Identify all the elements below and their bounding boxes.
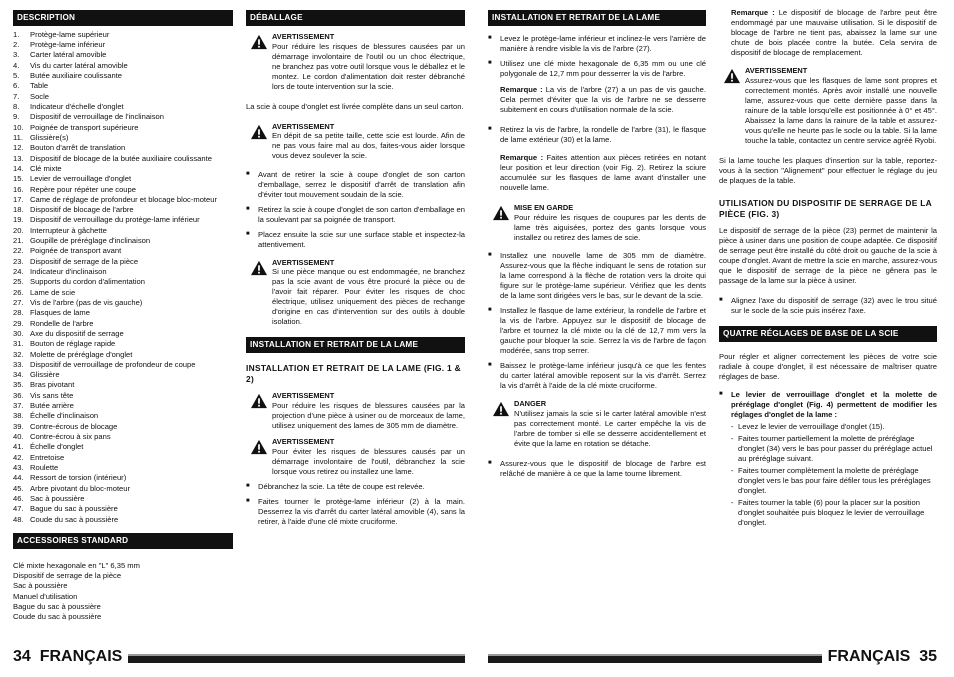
parts-list-item: 3. Carter latéral amovible: [13, 50, 107, 60]
install-bullet-1: ■ Débranchez la scie. La tête de coupe est relevée.: [246, 482, 425, 492]
four-settings-bullet: ■ Le levier de verrouillage d'onglet et la molette de préréglage d'onglet (Fig. 4) permettent de modifier les réglages d'onglet de la lame :: [719, 390, 937, 420]
unpacking-warning-2: AVERTISSEMENT En dépit de sa petite taille, cette scie est lourde. Afin de ne pas vous faire mal au dos, faites-vous aider lorsque vous devez soulever la scie.: [246, 122, 465, 162]
danger-block: DANGER N'utilisez jamais la scie si le carter latéral amovible n'est pas correctement monté. Le carter empêche la vis de l'arbre de tomber si elle se desserre accidentellement et évite que la lame en rotation se détache.: [488, 399, 706, 449]
parts-list-item: 14. Clé mixte: [13, 163, 62, 173]
accessories-heading: ACCESSOIRES STANDARD: [13, 533, 233, 549]
parts-list-item: 6. Table: [13, 81, 49, 91]
parts-list-item: 30. Axe du dispositif de serrage: [13, 328, 124, 338]
unpacking-bullet-2: ■ Retirez la scie à coupe d'onglet de son carton d'emballage en la soulevant par sa poignée de transport.: [246, 204, 465, 224]
parts-list-item: 8. Indicateur d'échelle d'onglet: [13, 102, 124, 112]
parts-list-item: 19. Dispositif de verrouillage du protège-lame inférieur: [13, 215, 200, 225]
parts-list-item: 25. Supports du cordon d'alimentation: [13, 277, 146, 287]
column-2: [246, 10, 465, 527]
four-settings-heading: QUATRE RÉGLAGES DE BASE DE LA SCIE: [719, 326, 937, 342]
parts-list-item: 18. Dispositif de blocage de l'arbre: [13, 205, 134, 215]
warning-icon: [250, 260, 268, 276]
unpacking-bullet-3: ■ Placez ensuite la scie sur une surface stable et inspectez-la attentivement.: [246, 229, 465, 249]
warning-icon: [250, 439, 268, 455]
parts-list-item: 11. Glissière(s): [13, 132, 69, 142]
accessory-item: Bague du sac à poussière: [13, 601, 101, 611]
column-3: [488, 10, 706, 479]
parts-list-item: 20. Interrupteur à gâchette: [13, 225, 107, 235]
remark-2: Remarque : Faites attention aux pièces retirées en notant leur position et leur direction (voir Fig. 2). Retirez la sciure accumulée sur les flasques de lame avant d'installer une nouvelle lame.: [500, 152, 707, 193]
clamp-text: Le dispositif de serrage de la pièce (23) permet de maintenir la pièce à usiner dans une position de coupe adaptée. Ce dispositif de serrage peut être installé du côté droit ou gauche de la scie à coupe d'onglet. Avant de mettre la scie en marche, assurez-vous que le dispositif de serrage de la pièce ne gênera pas le passage de la lame sur la pièce à usiner.: [719, 226, 937, 286]
warning-icon: [250, 124, 268, 140]
install-cont-bullet-3: ■ Retirez la vis de l'arbre, la rondelle de l'arbre (31), le flasque de lame extérieur (30) et la lame.: [488, 124, 706, 144]
parts-list: [13, 30, 233, 525]
parts-list-item: 24. Indicateur d'inclinaison: [13, 267, 107, 277]
install-bullet-2: ■ Faites tourner le protège-lame inférieur (2) à la main. Desserrez la vis d'arrêt du carter latéral amovible (4), sans la retirer, à l'aide d'une clé mixte cruciforme.: [246, 497, 465, 527]
parts-list-item: 47. Bague du sac à poussière: [13, 504, 118, 514]
step-3: - Faites tourner complètement la molette de préréglage d'onglet vers le bas pour faire défiler tous les préréglages d'onglet.: [731, 466, 931, 496]
parts-list-item: 9. Dispositif de verrouillage de l'inclinaison: [13, 112, 164, 122]
warning-icon: [492, 401, 510, 417]
unpacking-bullet-1: ■ Avant de retirer la scie à coupe d'onglet de son carton d'emballage, serrez le dispositif d'arrêt de translation afin d'éviter tout mouvement soudain de la scie.: [246, 169, 465, 199]
warning-icon: [492, 205, 510, 221]
clamp-bullet: ■ Alignez l'axe du dispositif de serrage (32) avec le trou situé sur le socle de la scie puis insérez l'axe.: [719, 296, 937, 316]
install-cont-bullet-1: ■ Levez le protège-lame inférieur et inclinez-le vers l'arrière de manière à rendre visible la vis de l'arbre (27).: [488, 33, 706, 53]
remark-1: Remarque : La vis de l'arbre (27) a un pas de vis gauche. Cela permet d'éviter que la vis de l'arbre ne se desserre subitement en cours d'utilisation normale de la scie.: [500, 84, 706, 114]
left-footer: [13, 648, 465, 666]
parts-list-item: 10. Poignée de transport supérieure: [13, 122, 139, 132]
step-2: - Faites tourner partiellement la molette de préréglage d'onglet (34) vers le bas pour passer du préréglage actuel au préréglage suivant.: [731, 434, 933, 464]
unpacking-heading: DÉBALLAGE: [246, 10, 465, 26]
parts-list-item: 21. Goupille de préréglage d'inclinaison: [13, 236, 151, 246]
parts-list-item: 38. Échelle d'inclinaison: [13, 411, 99, 421]
parts-list-item: 34. Glissière: [13, 370, 60, 380]
unpacking-warning-1: AVERTISSEMENT Pour réduire les risques de blessures causées par un démarrage involontaire de l'outil ou un choc électrique, ne branchez pas votre outil lorsque vous le déballez et le montez. Le cordon d'alimentation doit rester débranché lors de toute intervention sur la scie.: [246, 32, 465, 92]
parts-list-item: 46. Sac à poussière: [13, 493, 85, 503]
warning-icon: [250, 393, 268, 409]
install-cont-bullet-7: ■ Assurez-vous que le dispositif de blocage de l'arbre est relâché de manière à ce que la lame tourne librement.: [488, 458, 706, 478]
parts-list-item: 45. Arbre pivotant du bloc-moteur: [13, 483, 131, 493]
accessory-item: Manuel d'utilisation: [13, 591, 78, 601]
parts-list-item: 27. Vis de l'arbre (pas de vis gauche): [13, 297, 143, 307]
parts-list-item: 7. Socle: [13, 91, 49, 101]
accessories-list: [13, 561, 233, 623]
column-4: [719, 8, 937, 528]
parts-list-item: 32. Molette de préréglage d'onglet: [13, 349, 133, 359]
parts-list-item: 23. Dispositif de serrage de la pièce: [13, 256, 139, 266]
accessory-item: Coude du sac à poussière: [13, 612, 102, 622]
install-cont-bullet-4: ■ Installez une nouvelle lame de 305 mm de diamètre. Assurez-vous que la flèche indiquant le sens de rotation sur la lame correspond à la flèche de rotation vers la droite qui figure sur le protège-lame supérieur. Vérifiez que les dents de la lame sont dirigées vers le bas, sur le devant de la scie.: [488, 250, 706, 300]
footer-bar-left: [128, 654, 465, 663]
unpacking-intro: La scie à coupe d'onglet est livrée complète dans un seul carton.: [246, 101, 464, 111]
install-cont-bullet-5: ■ Installez le flasque de lame extérieur, la rondelle de l'arbre et la vis de l'arbre. Appuyez sur le dispositif de blocage de l'arbre et tournez la clé mixte ou la clé de 12,7 mm vers la gauche pour bloquer la scie. Serrez la vis de l'arbre de façon modérée, sans trop serrer.: [488, 305, 706, 355]
warning-icon: [723, 68, 741, 84]
parts-list-item: 35. Bras pivotant: [13, 380, 75, 390]
install-cont-bullet-2: ■ Utilisez une clé mixte hexagonale de 6,35 mm ou une clé polygonale de 12,7 mm pour desserrer la vis de l'arbre.: [488, 58, 706, 78]
parts-list-item: 13. Dispositif de blocage de la butée auxiliaire coulissante: [13, 153, 212, 163]
four-settings-intro: Pour régler et aligner correctement les pièces de votre scie radiale à coupe d'onglet, il est nécessaire de maîtriser quatre réglages de base.: [719, 352, 937, 382]
plate-text: Si la lame touche les plaques d'insertion sur la table, reportez-vous à la section "Alignement" pour effectuer le réglage du jeu de plaques de la table.: [719, 155, 937, 185]
footer-bar-right: [488, 654, 822, 663]
parts-list-item: 41. Échelle d'onglet: [13, 442, 84, 452]
step-4: - Faites tourner la table (6) pour la placer sur la position d'onglet souhaitée puis bloquez le levier de verrouillage d'onglet.: [731, 498, 925, 528]
parts-list-item: 4. Vis du carter latéral amovible: [13, 60, 128, 70]
unpacking-warning-3: AVERTISSEMENT Si une pièce manque ou est endommagée, ne branchez pas la scie avant de vous être procuré la pièce ou de l'avoir fait réparer. Pour éviter les risques de choc électrique, utilisez uniquement des pièces de rechange d'origine en cas d'intervention sur des outils à double isolation.: [246, 258, 465, 328]
caution-block: MISE EN GARDE Pour réduire les risques de coupures par les dents de lame très aiguisées, portez des gants lorsque vous installez ou retirez des lames de scie.: [488, 203, 706, 243]
page-number-left: 34 FRANÇAIS: [13, 648, 128, 666]
parts-list-item: 12. Bouton d'arrêt de translation: [13, 143, 126, 153]
install-warning-2: AVERTISSEMENT Pour éviter les risques de blessures causés par un démarrage involontaire de l'outil, débranchez la scie lorsque vous retirez ou installez une lame.: [246, 437, 465, 477]
parts-list-item: 31. Bouton de réglage rapide: [13, 339, 116, 349]
accessory-item: Dispositif de serrage de la pièce: [13, 570, 122, 580]
parts-list-item: 17. Came de réglage de profondeur et blocage bloc-moteur: [13, 194, 218, 204]
remark-3: Remarque : Le dispositif de blocage de l'arbre peut être endommagé par une mauvaise utilisation. Si le dispositif de blocage de l'arbre ne tient pas, abaissez la lame sur une chute de bois placée contre la butée. Cela servira de dispositif de blocage de remplacement.: [731, 8, 937, 58]
install-cont-bullet-6: ■ Baissez le protège-lame inférieur jusqu'à ce que les fentes du carter latéral amovible reposent sur la vis d'arrêt. Serrez la vis d'arrêt à l'aide de la clé mixte cruciforme.: [488, 361, 706, 391]
install-heading-left: INSTALLATION ET RETRAIT DE LA LAME: [246, 337, 465, 353]
parts-list-item: 37. Butée arrière: [13, 401, 74, 411]
parts-list-item: 36. Vis sans tête: [13, 390, 74, 400]
parts-list-item: 40. Contre-écrou à six pans: [13, 432, 111, 442]
step-1: - Levez le levier de verrouillage d'onglet (15).: [731, 422, 885, 432]
parts-list-item: 26. Lame de scie: [13, 287, 76, 297]
parts-list-item: 44. Ressort de torsion (intérieur): [13, 473, 127, 483]
parts-list-item: 16. Repère pour répéter une coupe: [13, 184, 136, 194]
parts-list-item: 28. Flasques de lame: [13, 308, 90, 318]
clamp-heading: UTILISATION DU DISPOSITIF DE SERRAGE DE LA PIÈCE (FIG. 3): [719, 198, 932, 220]
description-heading: DESCRIPTION: [13, 10, 233, 26]
parts-list-item: 29. Rondelle de l'arbre: [13, 318, 94, 328]
right-footer: [488, 648, 937, 666]
page-number-right: FRANÇAIS 35: [822, 648, 937, 666]
install-warning-1: AVERTISSEMENT Pour réduire les risques de blessures causées par la projection d'une pièce à usiner ou de morceaux de lame, utilisez uniquement des lames de 305 mm de diamètre.: [246, 391, 465, 431]
parts-list-item: 39. Contre-écrous de blocage: [13, 421, 118, 431]
parts-list-item: 33. Dispositif de verrouillage de profondeur de coupe: [13, 359, 196, 369]
warning-icon: [250, 34, 268, 50]
parts-list-item: 43. Roulette: [13, 462, 59, 472]
parts-list-item: 22. Poignée de transport avant: [13, 246, 122, 256]
accessory-item: Clé mixte hexagonale en "L" 6,35 mm: [13, 560, 140, 570]
parts-list-item: 1. Protège-lame supérieur: [13, 29, 110, 39]
install-heading-right: INSTALLATION ET RETRAIT DE LA LAME: [488, 10, 706, 26]
parts-list-item: 5. Butée auxiliaire coulissante: [13, 71, 123, 81]
parts-list-item: 2. Protège-lame inférieur: [13, 40, 106, 50]
accessory-item: Sac à poussière: [13, 581, 68, 591]
parts-list-item: 15. Levier de verrouillage d'onglet: [13, 174, 132, 184]
install-subheading: INSTALLATION ET RETRAIT DE LA LAME (FIG. 1 & 2): [246, 363, 461, 385]
column-1: [13, 10, 233, 623]
blade-warning: AVERTISSEMENT Assurez-vous que les flasques de lame sont propres et correctement montés. Après avoir installé une nouvelle lame, assurez-vous que cette dernière passe dans la rainure de la table lorsqu'elle est positionnée à 0° et 45°. Abaissez la lame dans la rainure de la table et assurez-vous qu'elle ne heurte pas le socle ou la table. Si la lame touche la table, contactez un centre service agréé Ryobi.: [719, 66, 937, 146]
parts-list-item: 48. Coude du sac à poussière: [13, 514, 119, 524]
parts-list-item: 42. Entretoise: [13, 452, 65, 462]
